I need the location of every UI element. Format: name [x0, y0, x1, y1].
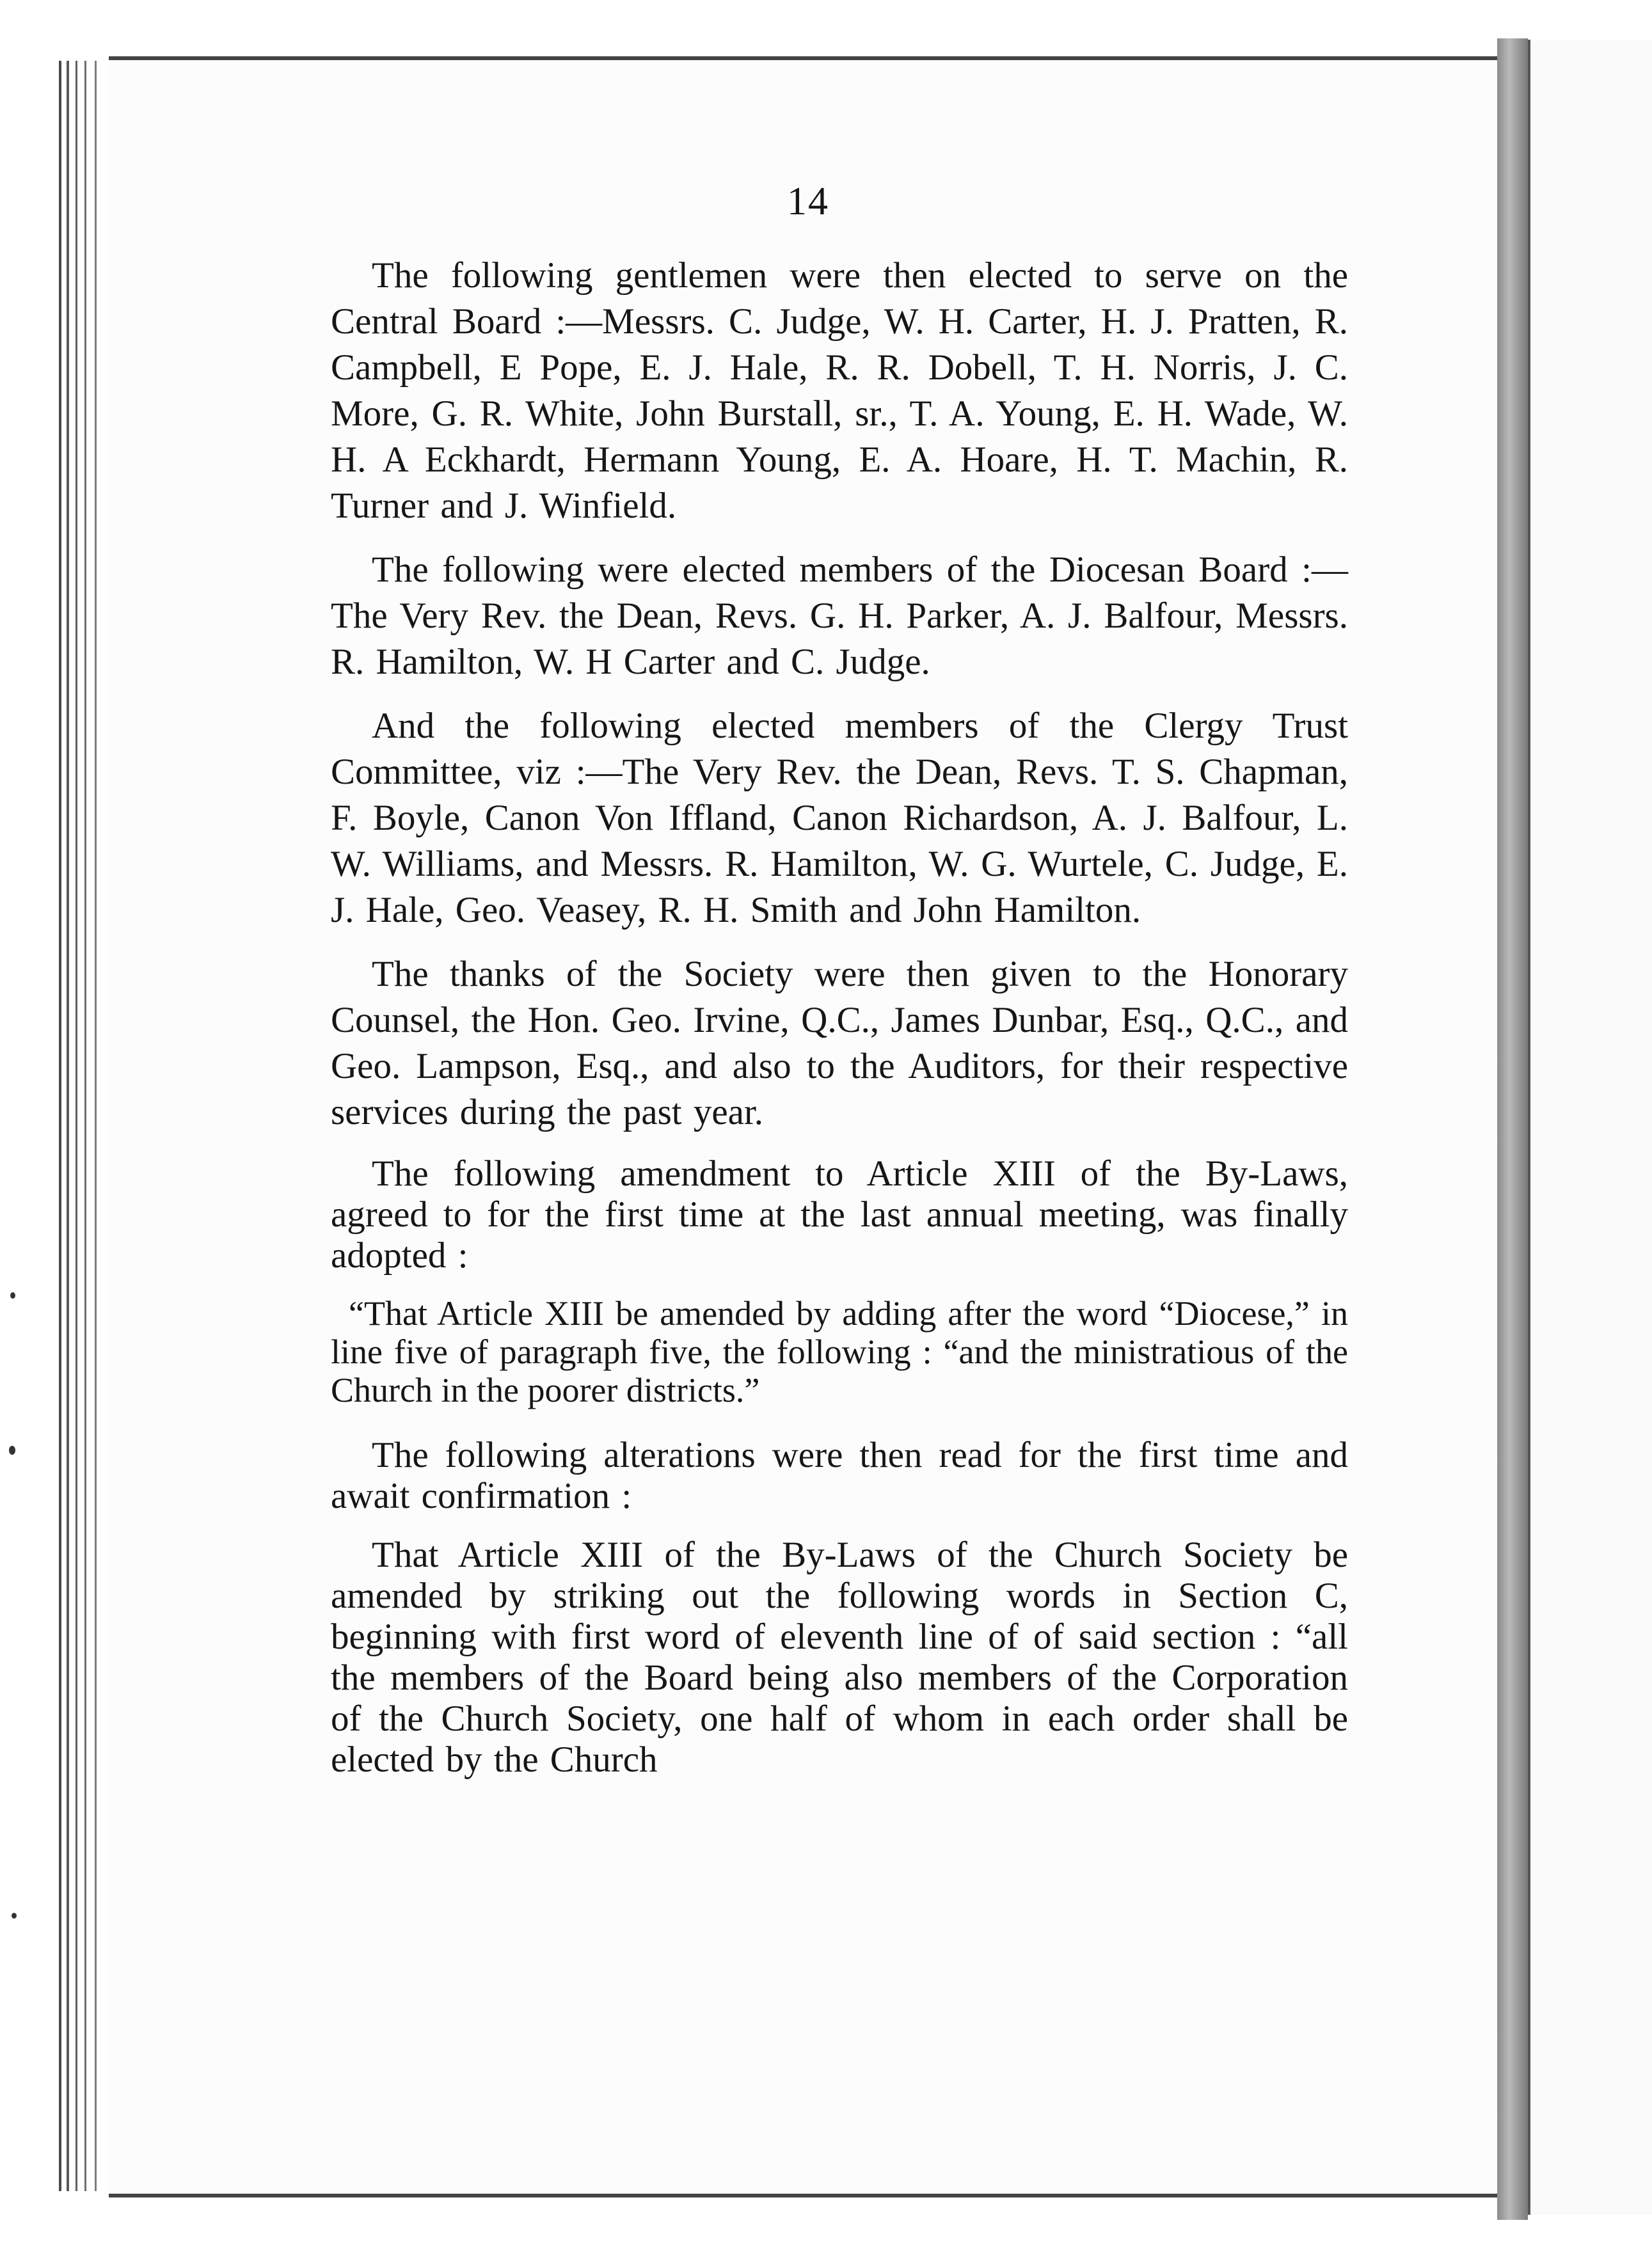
page-body	[331, 253, 1348, 1798]
paragraph-amendment: The following amendment to Article XIII of the By-Laws, agreed to for the first time at the last annual meeting, was finally adopted :	[331, 1153, 1348, 1276]
page-gutter-shadow	[1497, 38, 1528, 2220]
paragraph-thanks: The thanks of the Society were then given to the Honorary Counsel, the Hon. Geo. Irvine, Q.C., James Dunbar, Esq., Q.C., and Geo. Lampson, Esq., and also to the Auditors, for their respective services during the past year.	[331, 954, 1348, 1132]
book-binding-edge	[59, 61, 110, 2191]
adjacent-page-edge	[1528, 40, 1652, 2215]
scan-speck	[10, 1292, 15, 1299]
paragraph-article-xiii: That Article XIII of the By-Laws of the Church Society be amended by striking out the following words in Section C, beginning with first word of eleventh line of of said section : “all the members of the Board being also members of the Corporation of the Church Society, one half of whom in each order shall be elected by the Church	[331, 1535, 1348, 1780]
scan-speck	[12, 1913, 17, 1919]
scan-speck	[9, 1446, 15, 1455]
page-number: 14	[787, 180, 829, 223]
paragraph-central-board: The following gentlemen were then elected to serve on the Central Board :—Messrs. C. Judge, W. H. Carter, H. J. Pratten, R. Campbell, E Pope, E. J. Hale, R. R. Dobell, T. H. Norris, J. C. More, G. R. White, John Burstall, sr., T. A. Young, E. H. Wade, W. H. A Eckhardt, Hermann Young, E. A. Hoare, H. T. Machin, R. Turner and J. Winfield.	[331, 255, 1348, 526]
paragraph-diocesan-board: The following were elected members of the Diocesan Board :—The Very Rev. the Dean, Revs. G. H. Parker, A. J. Balfour, Messrs. R. Hamilton, W. H Carter and C. Judge.	[331, 550, 1348, 682]
quoted-amendment: “That Article XIII be amended by adding after the word “Diocese,” in line five of paragraph five, the following : “and the ministratious of the Church in the poorer districts.”	[331, 1294, 1348, 1409]
paragraph-alterations: The following alterations were then read for the first time and await confirmation :	[331, 1435, 1348, 1516]
paragraph-clergy-trust: And the following elected members of the Clergy Trust Committee, viz :—The Very Rev. the Dean, Revs. T. S. Chapman, F. Boyle, Canon Von Iffland, Canon Richardson, A. J. Balfour, L. W. Williams, and Messrs. R. Hamilton, W. G. Wurtele, C. Judge, E. J. Hale, Geo. Veasey, R. H. Smith and John Hamilton.	[331, 706, 1348, 930]
